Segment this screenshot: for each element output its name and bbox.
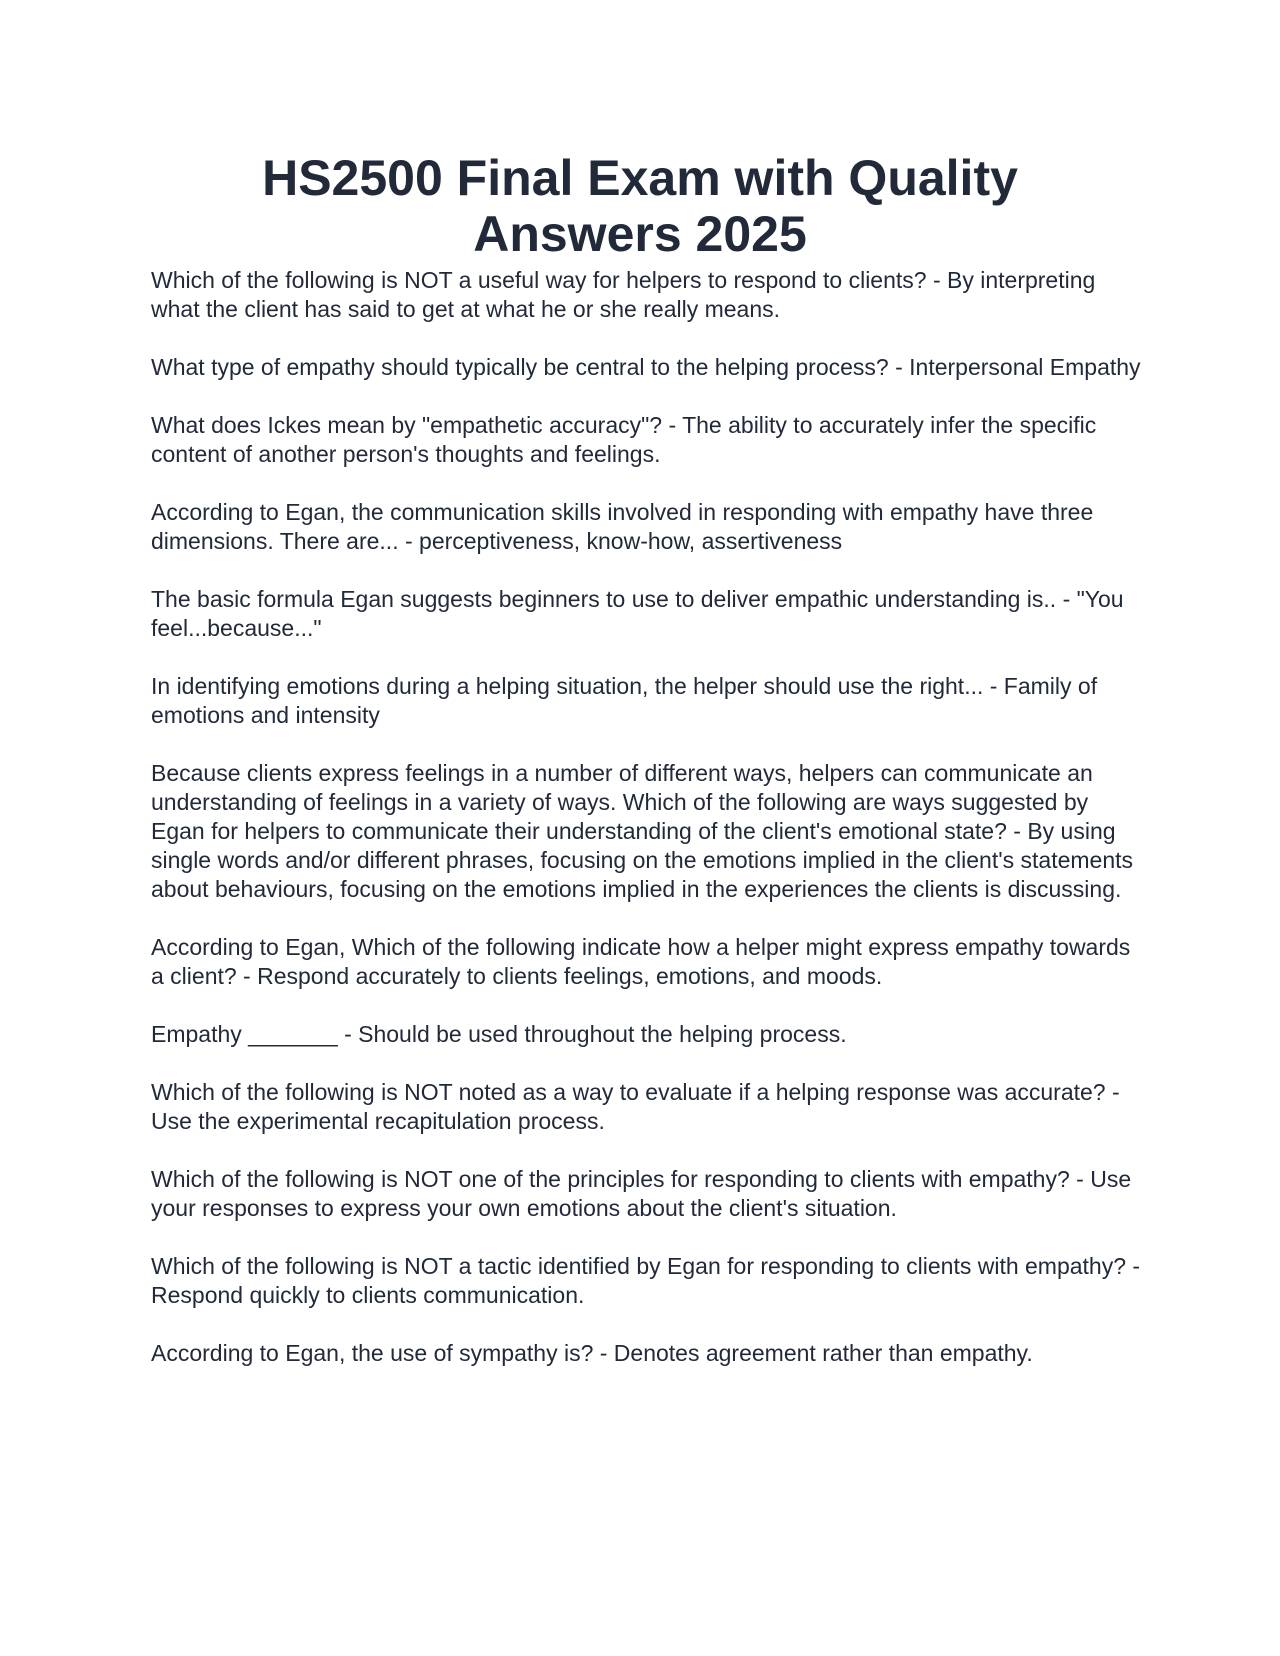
qa-item: Which of the following is NOT noted as a way to evaluate if a helping response was accurate? - Use the experimental recapitulation process. xyxy=(151,1079,1120,1134)
qa-item: The basic formula Egan suggests beginners to use to deliver empathic understanding is.. - "You feel...because..." xyxy=(151,586,1124,641)
title-line-2: Answers 2025 xyxy=(473,206,807,262)
document-title xyxy=(150,150,1130,262)
qa-item: Which of the following is NOT a useful way for helpers to respond to clients? - By interpreting what the client has said to get at what he or she really means. xyxy=(151,267,1096,322)
qa-item: Which of the following is NOT one of the principles for responding to clients with empathy? - Use your responses to express your own emotions about the client's situation. xyxy=(151,1166,1132,1221)
qa-item: What does Ickes mean by "empathetic accuracy"? - The ability to accurately infer the specific content of another person's thoughts and feelings. xyxy=(151,412,1097,467)
qa-item: Empathy _______ - Should be used throughout the helping process. xyxy=(151,1021,847,1047)
qa-item: Which of the following is NOT a tactic identified by Egan for responding to clients with empathy? - Respond quickly to clients communication. xyxy=(151,1253,1141,1308)
qa-item: According to Egan, Which of the following indicate how a helper might express empathy towards a client? - Respond accurately to clients feelings, emotions, and moods. xyxy=(151,934,1131,989)
qa-item: According to Egan, the communication skills involved in responding with empathy have three dimensions. There are... - perceptiveness, know-how, assertiveness xyxy=(151,499,1094,554)
qa-item: According to Egan, the use of sympathy is? - Denotes agreement rather than empathy. xyxy=(151,1340,1033,1366)
qa-item: In identifying emotions during a helping situation, the helper should use the right... - Family of emotions and intensity xyxy=(151,673,1098,728)
title-line-1: HS2500 Final Exam with Quality xyxy=(262,150,1018,206)
qa-item: Because clients express feelings in a number of different ways, helpers can communicate an understanding of feelings in a variety of ways. Which of the following are ways suggested by Egan for helpers to communicate their understanding of the client's emotional state? - By using single words and/or different phrases, focusing on the emotions implied in the client's statements about behaviours, focusing on the emotions implied in the experiences the clients is discussing. xyxy=(151,760,1134,902)
question-answer-list xyxy=(151,266,1141,1397)
qa-item: What type of empathy should typically be central to the helping process? - Interpersonal Empathy xyxy=(151,354,1141,380)
